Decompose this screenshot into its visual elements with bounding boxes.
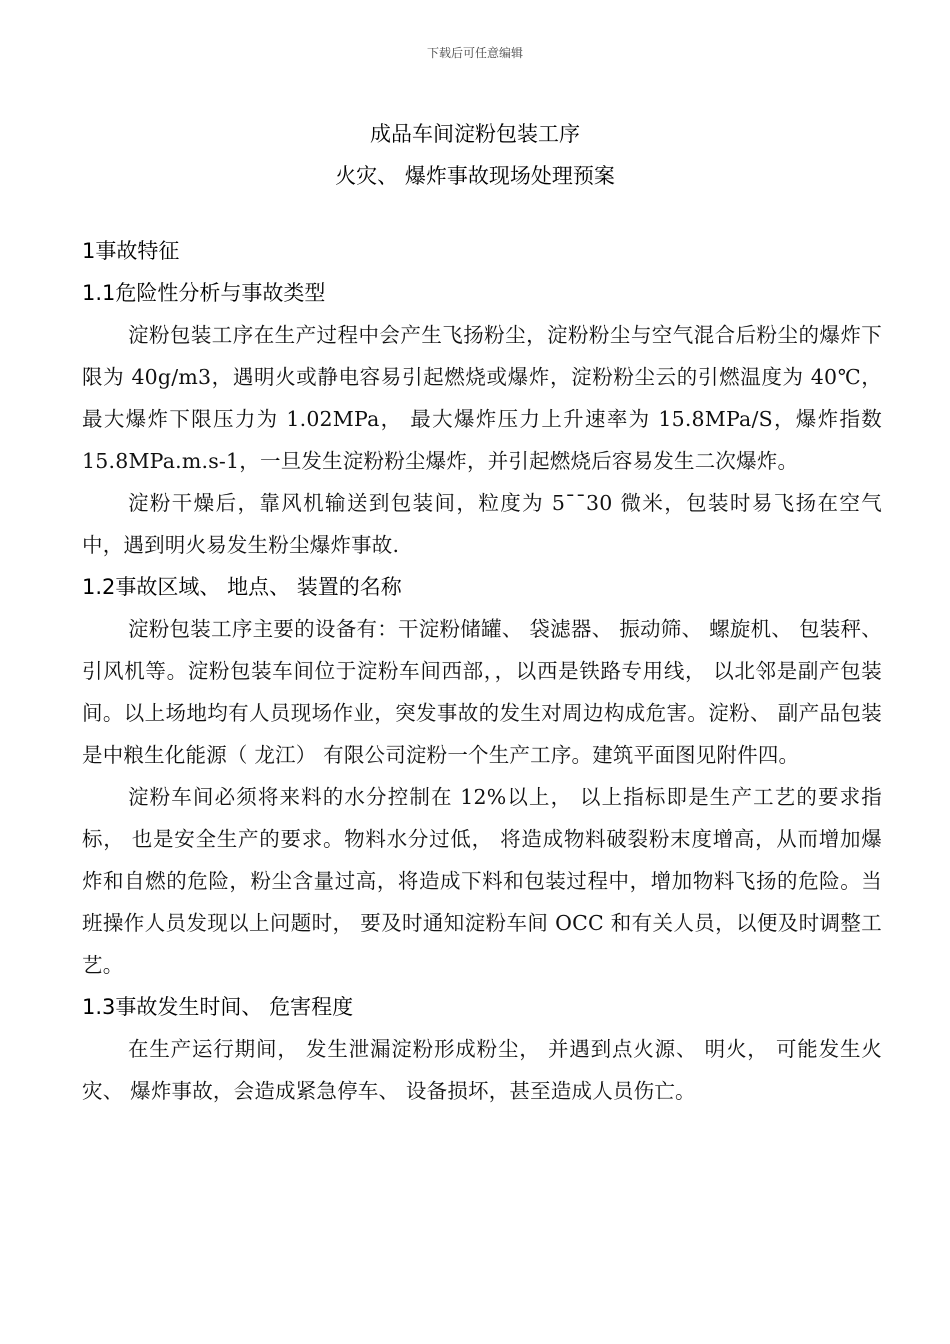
section-heading-1: 1事故特征 <box>82 239 180 263</box>
paragraph-1-1-a: 淀粉包装工序在生产过程中会产生飞扬粉尘，淀粉粉尘与空气混合后粉尘的爆炸下限为 40g/m3，遇明火或静电容易引起燃烧或爆炸，淀粉粉尘云的引燃温度为 40℃， 最大爆炸下限压力为 1.02MPa， 最大爆炸压力上升速率为 15.8MPa/S，爆炸指数 15.8MPa.m.s-1，一旦发生淀粉粉尘爆炸，并引起燃烧后容易发生二次爆炸。 <box>82 323 882 473</box>
section-heading-1-3: 1.3事故发生时间、 危害程度 <box>82 995 354 1019</box>
paragraph-1-2-b: 淀粉车间必须将来料的水分控制在 12%以上， 以上指标即是生产工艺的要求指标， 也是安全生产的要求。物料水分过低， 将造成物料破裂粉末度增高，从而增加爆炸和自燃的危险，粉尘含量过高，将造成下料和包装过程中，增加物料飞扬的危险。当班操作人员发现以上问题时， 要及时通知淀粉车间 OCC 和有关人员，以便及时调整工艺。 <box>82 785 882 977</box>
section-heading-1-2: 1.2事故区域、 地点、 装置的名称 <box>82 575 402 599</box>
document-subtitle: 火灾、 爆炸事故现场处理预案 <box>335 164 615 188</box>
paragraph-1-2-a: 淀粉包装工序主要的设备有：干淀粉储罐、 袋滤器、 振动筛、 螺旋机、 包装秤、 引风机等。淀粉包装车间位于淀粉车间西部，，以西是铁路专用线， 以北邻是副产包装间。以上场地均有人员现场作业，突发事故的发生对周边构成危害。淀粉、 副产品包装是中粮生化能源（ 龙江） 有限公司淀粉一个生产工序。建筑平面图见附件四。 <box>82 617 882 767</box>
document-title: 成品车间淀粉包装工序 <box>370 122 580 146</box>
paragraph-1-1-b: 淀粉干燥后，靠风机输送到包装间，粒度为 5¯¯30 微米，包装时易飞扬在空气中，遇到明火易发生粉尘爆炸事故. <box>82 491 882 557</box>
page-header-note: 下载后可任意编辑 <box>426 46 523 60</box>
paragraph-1-3-a: 在生产运行期间， 发生泄漏淀粉形成粉尘， 并遇到点火源、 明火， 可能发生火灾、 爆炸事故，会造成紧急停车、 设备损坏，甚至造成人员伤亡。 <box>82 1037 882 1103</box>
section-heading-1-1: 1.1危险性分析与事故类型 <box>82 281 326 305</box>
document-body <box>82 230 882 1112</box>
